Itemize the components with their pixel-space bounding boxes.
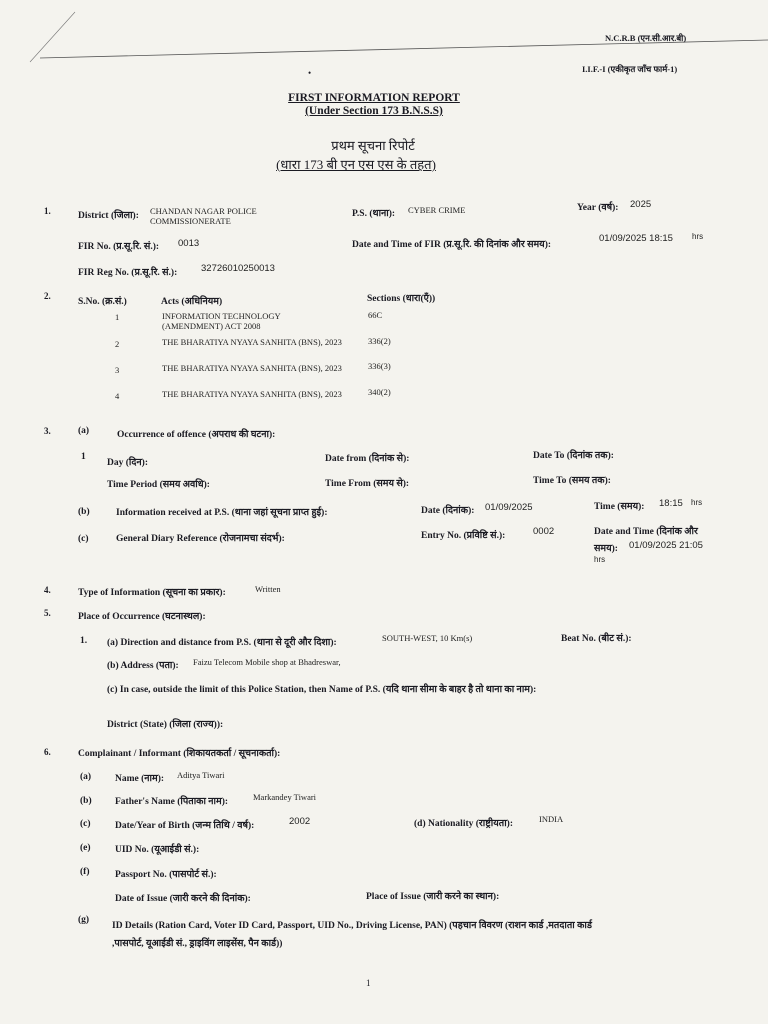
fir-value: 0013: [178, 238, 200, 249]
ps-value: CYBER CRIME: [408, 205, 466, 215]
ps-label: P.S. (थाना):: [352, 209, 396, 219]
row4-section: 340(2): [368, 387, 391, 397]
issue-date-label: Date of Issue (जारी करने की दिनांक):: [115, 894, 251, 904]
address-value: Faizu Telecom Mobile shop at Bhadreswar,: [193, 657, 341, 667]
row4-sno: 4: [115, 391, 120, 401]
sec3c-marker: (c): [78, 534, 89, 544]
row2-act: THE BHARATIYA NYAYA SANHITA (BNS), 2023: [162, 337, 342, 347]
year-value: 2025: [630, 199, 652, 210]
row2-section: 336(2): [368, 336, 391, 346]
fir-reg-label: FIR Reg No. (प्र.सू.रि. सं.):: [78, 268, 178, 278]
sec3-sub1: 1: [81, 452, 86, 462]
row2-sno: 2: [115, 339, 120, 349]
fir-reg-value: 32726010250013: [201, 263, 275, 274]
sec1-number: 1.: [44, 206, 51, 216]
sec6c-marker: (c): [80, 819, 91, 829]
date-to-label: Date To (दिनांक तक):: [533, 451, 614, 461]
sec3a-marker: (a): [78, 426, 90, 436]
name-label: Name (नाम):: [115, 774, 165, 784]
info-date-label: Date (दिनांक):: [421, 506, 475, 516]
row3-section: 336(3): [368, 361, 391, 371]
title-hi-1: प्रथम सूचना रिपोर्ट: [331, 138, 415, 153]
sec4-number: 4.: [44, 585, 51, 595]
direction-value: SOUTH-WEST, 10 Km(s): [382, 633, 473, 643]
info-received-label: Information received at P.S. (थाना जहां सूचना प्राप्त हुई):: [116, 508, 328, 518]
sec5-sub1: 1.: [80, 636, 88, 646]
district-state-label: District (State) (जिला (राज्य)):: [107, 720, 224, 730]
id-details-line1: ID Details (Ration Card, Voter ID Card, Passport, UID No., Driving License, PAN) (पहचान विवरण (राशन कार्ड ,मतदाता कार्ड: [112, 921, 592, 931]
name-value: Aditya Tiwari: [177, 770, 225, 780]
title-en-2: (Under Section 173 B.N.S.S): [305, 105, 443, 117]
col-sno: S.No. (क्र.सं.): [78, 297, 127, 307]
sec6a-marker: (a): [80, 772, 92, 782]
row3-sno: 3: [115, 365, 120, 375]
sec3-number: 3.: [44, 426, 51, 436]
info-time-label: Time (समय):: [594, 502, 645, 512]
year-label: Year (वर्ष):: [577, 203, 619, 213]
issue-place-label: Place of Issue (जारी करने का स्थान):: [366, 892, 500, 902]
entry-value: 0002: [533, 526, 555, 537]
iif-header: I.I.F.-I (एकीकृत जाँच फार्म-1): [582, 64, 678, 74]
gd-datetime-label-1: Date and Time (दिनांक और: [594, 527, 698, 537]
fir-label: FIR No. (प्र.सू.रि. सं.):: [78, 242, 160, 252]
father-label: Father's Name (पिताका नाम):: [115, 797, 229, 807]
row1-act: INFORMATION TECHNOLOGY (AMENDMENT) ACT 2008: [162, 311, 281, 331]
title-en-1: FIRST INFORMATION REPORT: [288, 92, 460, 104]
info-type-label: Type of Information (सूचना का प्रकार):: [78, 588, 226, 598]
occurrence-label: Occurrence of offence (अपराध की घटना):: [117, 430, 276, 440]
col-sections: Sections (धारा(एँ)): [367, 294, 436, 304]
info-time-value: 18:15: [659, 498, 683, 509]
gd-label: General Diary Reference (रोजनामचा संदर्भ):: [116, 534, 285, 544]
nationality-label: (d) Nationality (राष्ट्रीयता):: [414, 819, 513, 829]
direction-label: (a) Direction and distance from P.S. (थाना से दूरी और दिशा):: [107, 638, 337, 648]
fir-datetime-label: Date and Time of FIR (प्र.सू.रि. की दिनांक और समय):: [352, 240, 552, 250]
day-label: Day (दिन):: [107, 458, 149, 468]
time-from-label: Time From (समय से):: [325, 479, 410, 489]
info-type-value: Written: [255, 584, 281, 594]
address-label: (b) Address (पता):: [107, 661, 179, 671]
gd-datetime-value: 01/09/2025 21:05: [629, 540, 703, 551]
row3-act: THE BHARATIYA NYAYA SANHITA (BNS), 2023: [162, 363, 342, 373]
info-time-unit: hrs: [691, 498, 703, 507]
place-label: Place of Occurrence (घटनास्थल):: [78, 612, 206, 622]
gd-datetime-unit: hrs: [594, 555, 606, 564]
sec6-number: 6.: [44, 747, 51, 757]
gd-datetime-label-2: समय):: [594, 544, 618, 554]
outside-ps-label: (c) In case, outside the limit of this Police Station, then Name of P.S. (यदि थाना सीमा के बाहर है तो थाना का नाम):: [107, 685, 537, 695]
beat-label: Beat No. (बीट सं.):: [561, 634, 632, 644]
id-details-line2: ,पासपोर्ट, यूआईडी सं., ड्राइविंग लाइसेंस, पैन कार्ड)): [112, 939, 283, 949]
complainant-label: Complainant / Informant (शिकायतकर्ता / सूचनाकर्ता):: [78, 749, 281, 759]
page-number: 1: [366, 978, 371, 988]
ncrb-header: N.C.R.B (एन.सी.आर.बी): [605, 33, 687, 43]
date-from-label: Date from (दिनांक से):: [325, 454, 410, 464]
time-period-label: Time Period (समय अवधि):: [107, 480, 210, 490]
uid-label: UID No. (यूआईडी सं.):: [115, 845, 200, 855]
entry-label: Entry No. (प्रविष्टि सं.):: [421, 531, 506, 541]
scan-dot: •: [308, 68, 312, 78]
sec6b-marker: (b): [80, 796, 92, 806]
sec6e-marker: (e): [80, 843, 91, 853]
col-acts: Acts (अधिनियम): [161, 297, 223, 307]
passport-label: Passport No. (पासपोर्ट सं.):: [115, 870, 217, 880]
sec6g-marker: (g): [78, 915, 90, 925]
time-to-label: Time To (समय तक):: [533, 476, 611, 486]
district-value: CHANDAN NAGAR POLICE COMMISSIONERATE: [150, 206, 257, 226]
district-label: District (जिला):: [78, 211, 139, 221]
nationality-value: INDIA: [539, 814, 564, 824]
dob-label: Date/Year of Birth (जन्म तिथि / वर्ष):: [115, 821, 255, 831]
sec6f-marker: (f): [80, 867, 90, 877]
row1-sno: 1: [115, 312, 120, 322]
row1-section: 66C: [368, 310, 383, 320]
father-value: Markandey Tiwari: [253, 792, 317, 802]
info-date-value: 01/09/2025: [485, 502, 533, 513]
sec2-number: 2.: [44, 291, 51, 301]
row4-act: THE BHARATIYA NYAYA SANHITA (BNS), 2023: [162, 389, 342, 399]
dob-value: 2002: [289, 816, 311, 827]
sec5-number: 5.: [44, 608, 51, 618]
sec3b-marker: (b): [78, 507, 90, 517]
title-hi-2: (धारा 173 बी एन एस एस के तहत): [276, 157, 436, 172]
fir-datetime-unit: hrs: [692, 232, 704, 241]
fir-datetime-value: 01/09/2025 18:15: [599, 233, 673, 244]
